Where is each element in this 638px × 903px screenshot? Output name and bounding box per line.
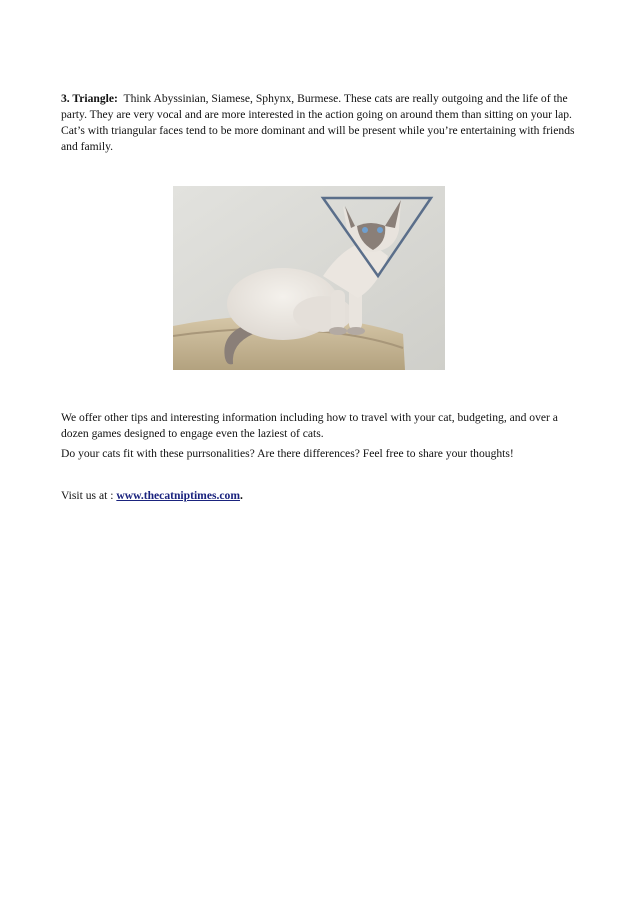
visit-paragraph xyxy=(61,488,581,504)
section-body: Think Abyssinian, Siamese, Sphynx, Burmese. These cats are really outgoing and the life of the party. They are very vocal and are more interested in the action going on around them than sitting on your lap. Cat’s with triangular faces tend to be more dominant and will be present while you’re entertaining with friends and family. xyxy=(61,92,575,154)
triangle-paragraph xyxy=(61,91,581,155)
visit-prefix: Visit us at : xyxy=(61,489,117,502)
website-link[interactable]: www.thecatniptimes.com xyxy=(116,489,240,502)
question-paragraph: Do your cats fit with these purrsonalities? Are there differences? Feel free to share your thoughts! xyxy=(61,447,514,460)
section-heading: 3. Triangle: xyxy=(61,92,118,105)
visit-suffix: . xyxy=(240,489,243,502)
cat-photo xyxy=(173,186,445,370)
tips-paragraph: We offer other tips and interesting information including how to travel with your cat, budgeting, and over a dozen games designed to engage even the laziest of cats. xyxy=(61,411,558,441)
